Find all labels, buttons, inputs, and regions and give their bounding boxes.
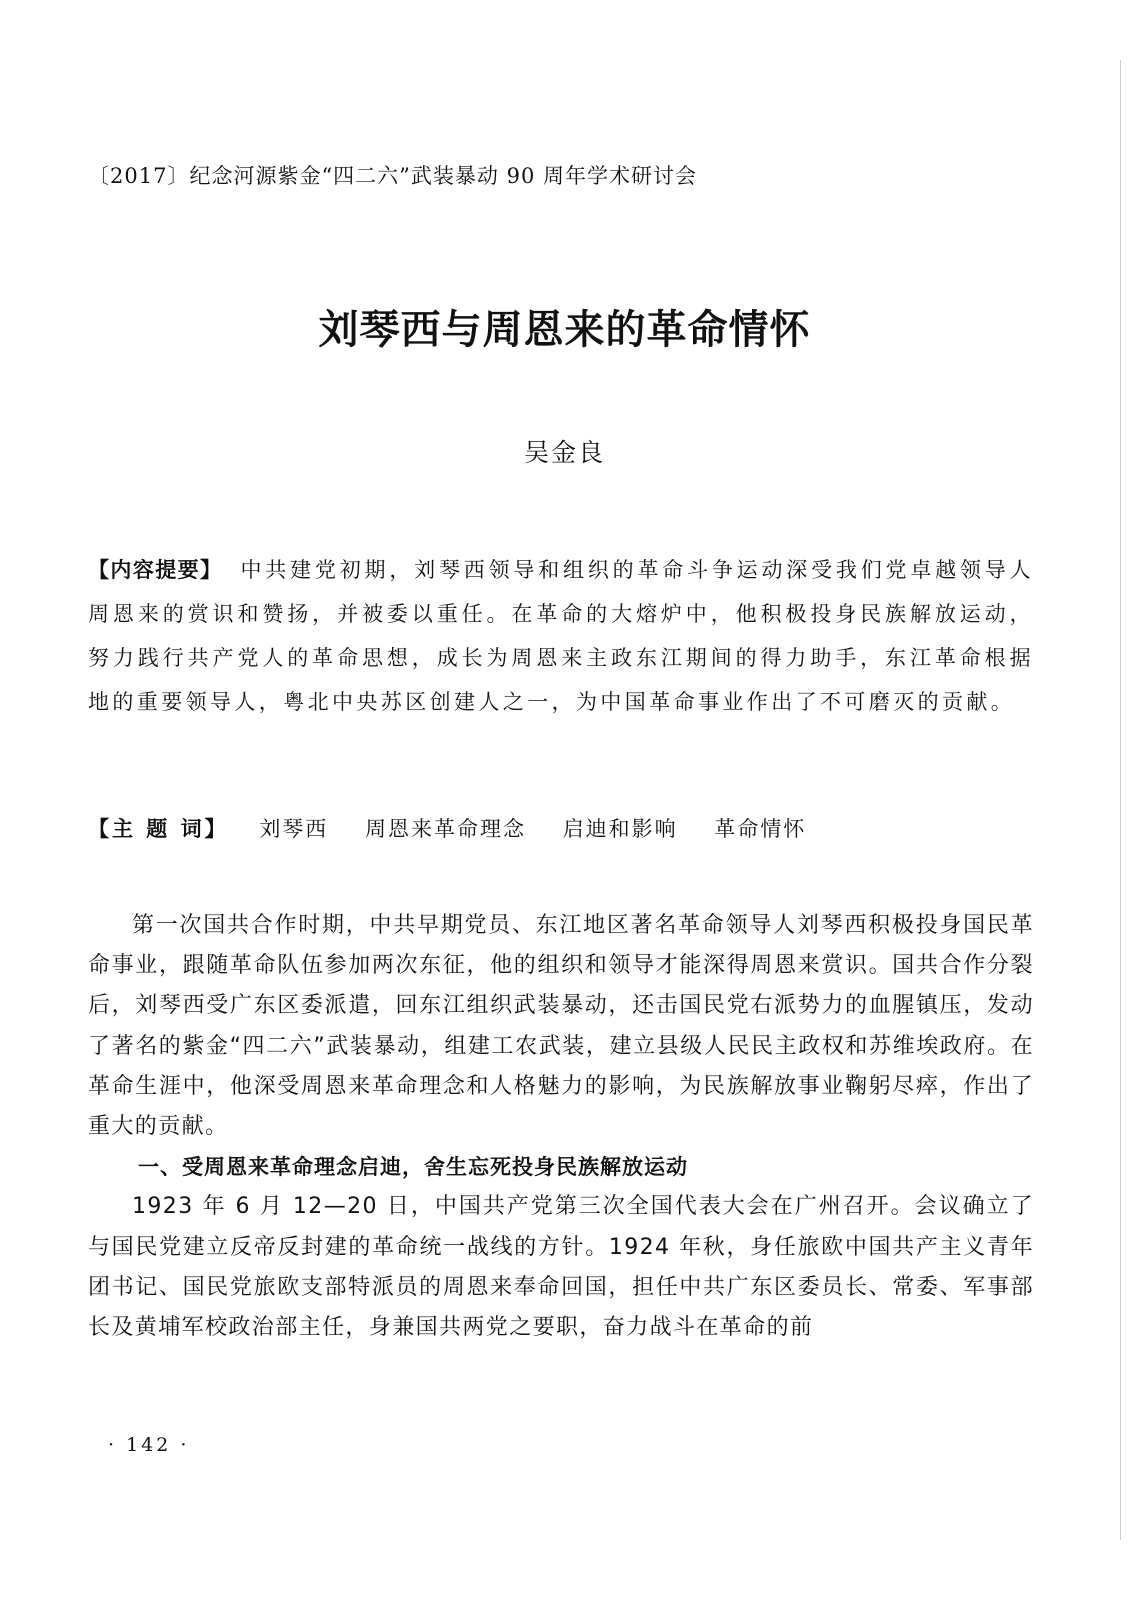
scan-edge-line <box>1120 60 1121 1540</box>
keywords-block <box>88 813 834 843</box>
keyword-item: 启迪和影响 <box>562 817 678 841</box>
article-title: 刘琴西与周恩来的革命情怀 <box>318 306 811 353</box>
keyword-item: 刘琴西 <box>259 817 329 841</box>
body-text <box>88 906 1034 1348</box>
body-paragraph: 1923 年 6 月 12—20 日，中国共产党第三次全国代表大会在广州召开。会议确立了与国民党建立反帝反封建的革命统一战线的方针。1924 年秋，身任旅欧中国共产主义青年团书记、国民党旅欧支部特派员的周恩来奉命回国，担任中共广东区委员长、常委、军事部长及黄埔军校政治部主任，身兼国共两党之要职，奋力战斗在革命的前 <box>88 1194 1034 1341</box>
conference-header: 〔2017〕纪念河源紫金“四二六”武装暴动 90 周年学术研讨会 <box>88 164 697 188</box>
section-heading: 一、受周恩来革命理念启迪，舍生忘死投身民族解放运动 <box>138 1155 688 1180</box>
page-number: · 142 · <box>108 1434 190 1456</box>
abstract-block <box>88 548 1034 724</box>
keywords-label: 【主 题 词】 <box>88 817 229 841</box>
abstract-label: 【内容提要】 <box>88 558 223 582</box>
article-author: 吴金良 <box>523 438 605 467</box>
keyword-item: 革命情怀 <box>714 817 807 841</box>
intro-paragraph: 第一次国共合作时期，中共早期党员、东江地区著名革命领导人刘琴西积极投身国民革命事业，跟随革命队伍参加两次东征，他的组织和领导才能深得周恩来赏识。国共合作分裂后，刘琴西受广东区委派遣，回东江组织武装暴动，还击国民党右派势力的血腥镇压，发动了著名的紫金“四二六”武装暴动，组建工农武装，建立县级人民民主政权和苏维埃政府。在革命生涯中，他深受周恩来革命理念和人格魅力的影响，为民族解放事业鞠躬尽瘁，作出了重大的贡献。 <box>88 913 1034 1140</box>
keyword-item: 周恩来革命理念 <box>365 817 526 841</box>
abstract-text: 中共建党初期，刘琴西领导和组织的革命斗争运动深受我们党卓越领导人周恩来的赏识和赞扬，并被委以重任。在革命的大熔炉中，他积极投身民族解放运动，努力践行共产党人的革命思想，成长为周恩来主政东江期间的得力助手，东江革命根据地的重要领导人，粤北中央苏区创建人之一，为中国革命事业作出了不可磨灭的贡献。 <box>88 558 1035 714</box>
